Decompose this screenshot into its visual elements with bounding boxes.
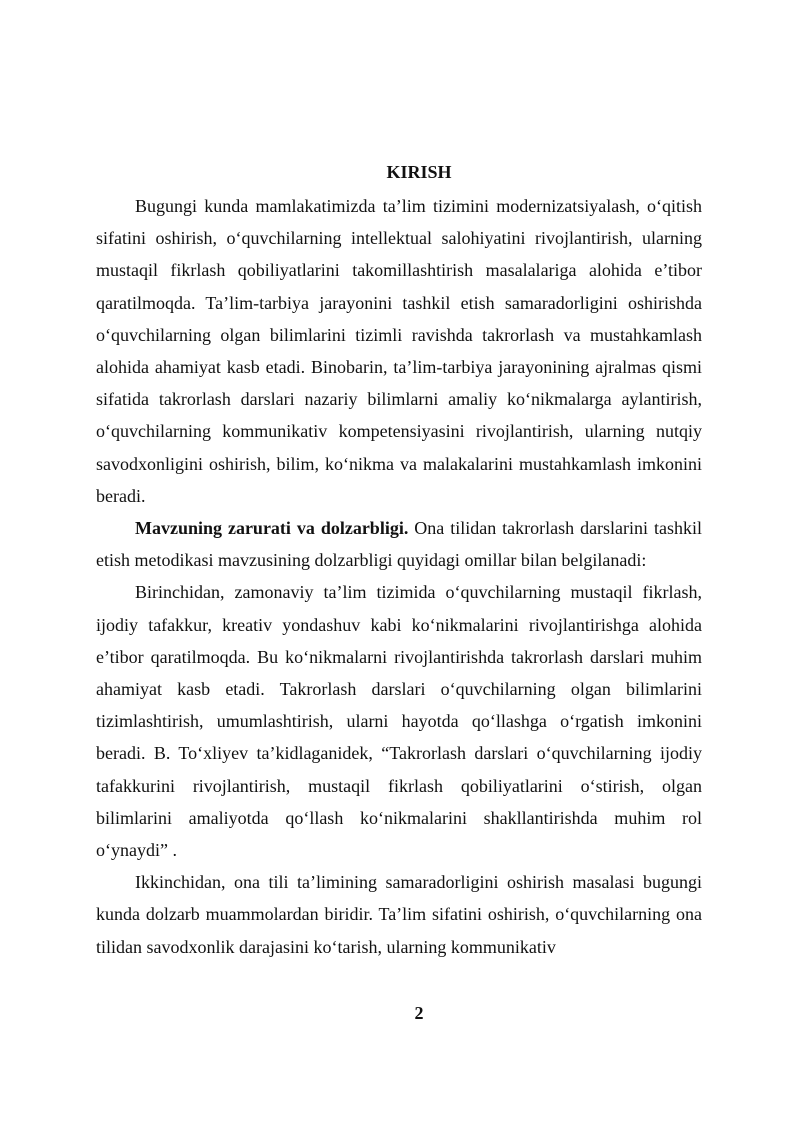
paragraph-text: Birinchidan, zamonaviy ta’lim tizimida o‘quvchilarning mustaqil fikrlash, ijodiy tafakkur, kreativ yondashuv kabi ko‘nikmalarini rivojlantirishga alohida e’tibor qaratilmoqda. Bu ko‘nikmalarni rivojlantirishda takrorlash darslari muhim ahamiyat kasb etadi. Takrorlash darslari o‘quvchilarning olgan bilimlarini tizimlashtirish, umumlashtirish, ularni hayotda qo‘llashga o‘rgatish imkonini beradi. B. To‘xliyev ta’kidlaganidek, “Takrorlash darslari o‘quvchilarning ijodiy tafakkurini rivojlantirish, mustaqil fikrlash qobiliyatlarini o‘stirish, olgan bilimlarini amaliyotda qo‘llash ko‘nikmalarini shakllantirishda muhim rol o‘ynaydi” .: [96, 582, 702, 861]
page-number: 2: [414, 1003, 424, 1023]
paragraph: [96, 512, 702, 576]
paragraph-text: Ikkinchidan, ona tili ta’limining samaradorligini oshirish masalasi bugungi kunda dolzarb muammolardan biridir. Ta’lim sifatini oshirish, o‘quvchilarning ona tilidan savodxonlik darajasini ko‘tarish, ularning kommunikativ: [96, 872, 702, 957]
paragraph-text: Ona tilidan takrorlash darslarini tashkil etish metodikasi mavzusining dolzarbligi quyidagi omillar bilan belgilanadi:: [96, 518, 702, 571]
paragraph-lead: Mavzuning zarurati va dolzarbligi.: [135, 518, 409, 539]
body-text: [96, 190, 702, 963]
paragraph-text: Bugungi kunda mamlakatimizda ta’lim tizimini modernizatsiyalash, o‘qitish sifatini oshirish, o‘quvchilarning intellektual salohiyatini rivojlantirish, ularning mustaqil fikrlash qobiliyatlarini takomillashtirish masalalariga alohida e’tibor qaratilmoqda. Ta’lim-tarbiya jarayonini tashkil etish samaradorligini oshirishda o‘quvchilarning olgan bilimlarini tizimli ravishda takrorlash va mustahkamlash alohida ahamiyat kasb etadi. Binobarin, ta’lim-tarbiya jarayonining ajralmas qismi sifatida takrorlash darslari nazariy bilimlarni amaliy ko‘nikmalarga aylantirish, o‘quvchilarning kommunikativ kompetensiyasini rivojlantirish, ularning nutqiy savodxonligini oshirish, bilim, ko‘nikma va malakalarini mustahkamlash imkonini beradi.: [96, 196, 702, 506]
section-title: KIRISH: [386, 162, 452, 182]
paragraph: [96, 866, 702, 963]
paragraph: [96, 576, 702, 866]
paragraph: [96, 190, 702, 512]
